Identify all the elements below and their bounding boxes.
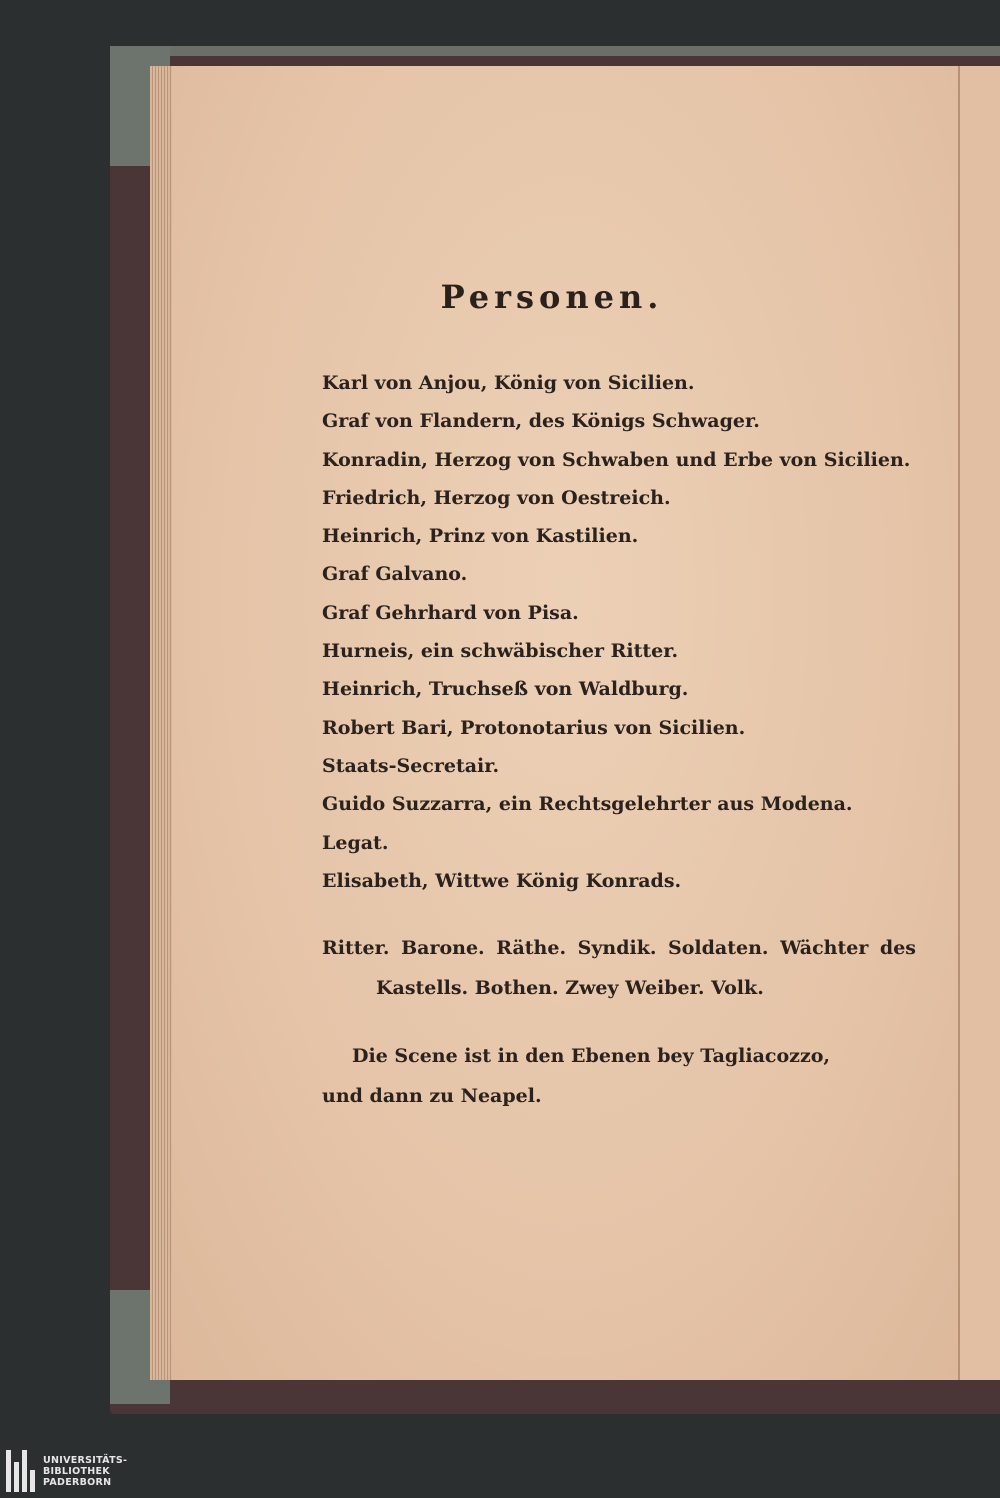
character-entry: Hurneis, ein schwäbischer Ritter. xyxy=(322,640,679,663)
character-entry: Konradin, Herzog von Schwaben und Erbe von Sicilien. xyxy=(322,448,911,471)
character-entry: Staats-Secretair. xyxy=(322,754,500,777)
character-entry: Elisabeth, Wittwe König Konrads. xyxy=(322,869,682,892)
character-entry: Graf von Flandern, des Königs Schwager. xyxy=(322,410,760,433)
character-entry: Friedrich, Herzog von Oestreich. xyxy=(322,486,671,509)
character-list xyxy=(322,364,911,900)
scene-note: Die Scene ist in den Ebenen bey Tagliacozzo, und dann zu Neapel. xyxy=(322,1045,831,1107)
character-entry: Karl von Anjou, König von Sicilien. xyxy=(322,372,695,394)
character-entry: Heinrich, Prinz von Kastilien. xyxy=(322,525,639,548)
library-logo xyxy=(6,1448,166,1494)
character-entry: Graf Gehrhard von Pisa. xyxy=(322,601,579,624)
library-logo-icon xyxy=(6,1450,35,1492)
library-line-2: BIBLIOTHEK xyxy=(43,1465,110,1477)
library-line-1: UNIVERSITÄTS- xyxy=(43,1454,128,1466)
character-entry: Guido Suzzarra, ein Rechtsgelehrter aus Modena. xyxy=(322,793,853,816)
extras-list: Ritter. Barone. Räthe. Syndik. Soldaten. Wächter des Kastells. Bothen. Zwey Weiber. Volk. xyxy=(322,937,916,999)
character-entry: Legat. xyxy=(322,831,389,854)
library-line-3: PADERBORN xyxy=(43,1476,112,1488)
page-heading: Personen. xyxy=(440,278,664,316)
facing-page-edge xyxy=(958,66,1000,1380)
character-entry: Robert Bari, Protonotarius von Sicilien. xyxy=(322,716,746,739)
character-entry: Graf Galvano. xyxy=(322,563,468,586)
character-entry: Heinrich, Truchseß von Waldburg. xyxy=(322,678,689,701)
library-logo-text xyxy=(43,1455,127,1488)
